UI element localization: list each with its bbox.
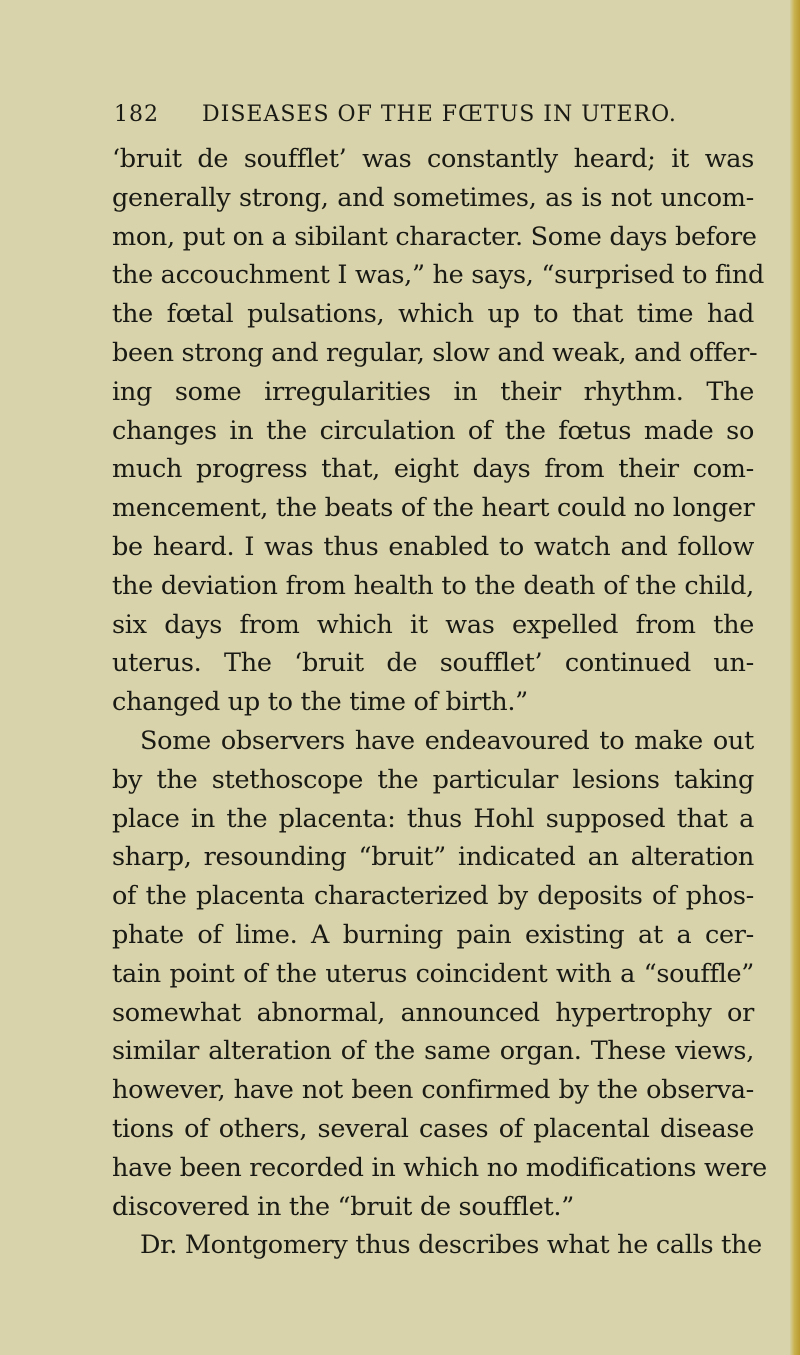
text-line: of the placenta characterized by deposits of phos- [112,881,754,912]
text-line: mencement, the beats of the heart could no longer [112,493,755,524]
text-line: much progress that, eight days from their com- [112,454,754,485]
text-line: the fœtal pulsations, which up to that time had [112,299,754,330]
text-line: be heard. I was thus enabled to watch and follow [112,531,754,562]
text-line: tain point of the uterus coincident with a “souffle” [112,958,754,989]
text-line: Some observers have endeavoured to make out [140,725,754,756]
text-line: ing some irregularities in their rhythm. The [112,376,754,407]
text-line: the deviation from health to the death of the child, [112,570,754,601]
text-line: discovered in the “bruit de soufflet.” [112,1191,574,1222]
text-line: Dr. Montgomery thus describes what he calls the [140,1230,762,1261]
text-line: changes in the circulation of the fœtus made so [112,415,754,446]
text-line: changed up to the time of birth.” [112,687,528,718]
text-line: however, have not been confirmed by the observa- [112,1075,754,1106]
page-number: 182 [114,102,159,127]
text-line: the accouchment I was,” he says, “surprised to find [112,260,765,291]
page-edge [790,0,800,1355]
text-line: mon, put on a sibilant character. Some days before [112,221,757,252]
text-line: place in the placenta: thus Hohl supposed that a [112,803,754,834]
text-line: six days from which it was expelled from the [112,609,754,640]
text-line: similar alteration of the same organ. These views, [112,1036,754,1067]
text-line: somewhat abnormal, announced hypertrophy or [112,997,754,1028]
text-line: uterus. The ‘bruit de soufflet’ continued un- [112,648,754,679]
text-line: been strong and regular, slow and weak, and offer- [112,337,758,368]
text-line: tions of others, several cases of placental disease [112,1113,754,1144]
running-title: DISEASES OF THE FŒTUS IN UTERO. [202,102,677,127]
text-line: by the stethoscope the particular lesions taking [112,764,754,795]
body-text [112,140,767,1265]
text-line: sharp, resounding “bruit” indicated an alteration [112,842,754,873]
page-header [114,102,704,138]
text-line: phate of lime. A burning pain existing at a cer- [112,919,754,950]
text-line: ‘bruit de soufflet’ was constantly heard; it was [112,144,754,174]
text-line: generally strong, and sometimes, as is not uncom- [112,182,754,213]
text-line: have been recorded in which no modifications were [112,1152,767,1183]
